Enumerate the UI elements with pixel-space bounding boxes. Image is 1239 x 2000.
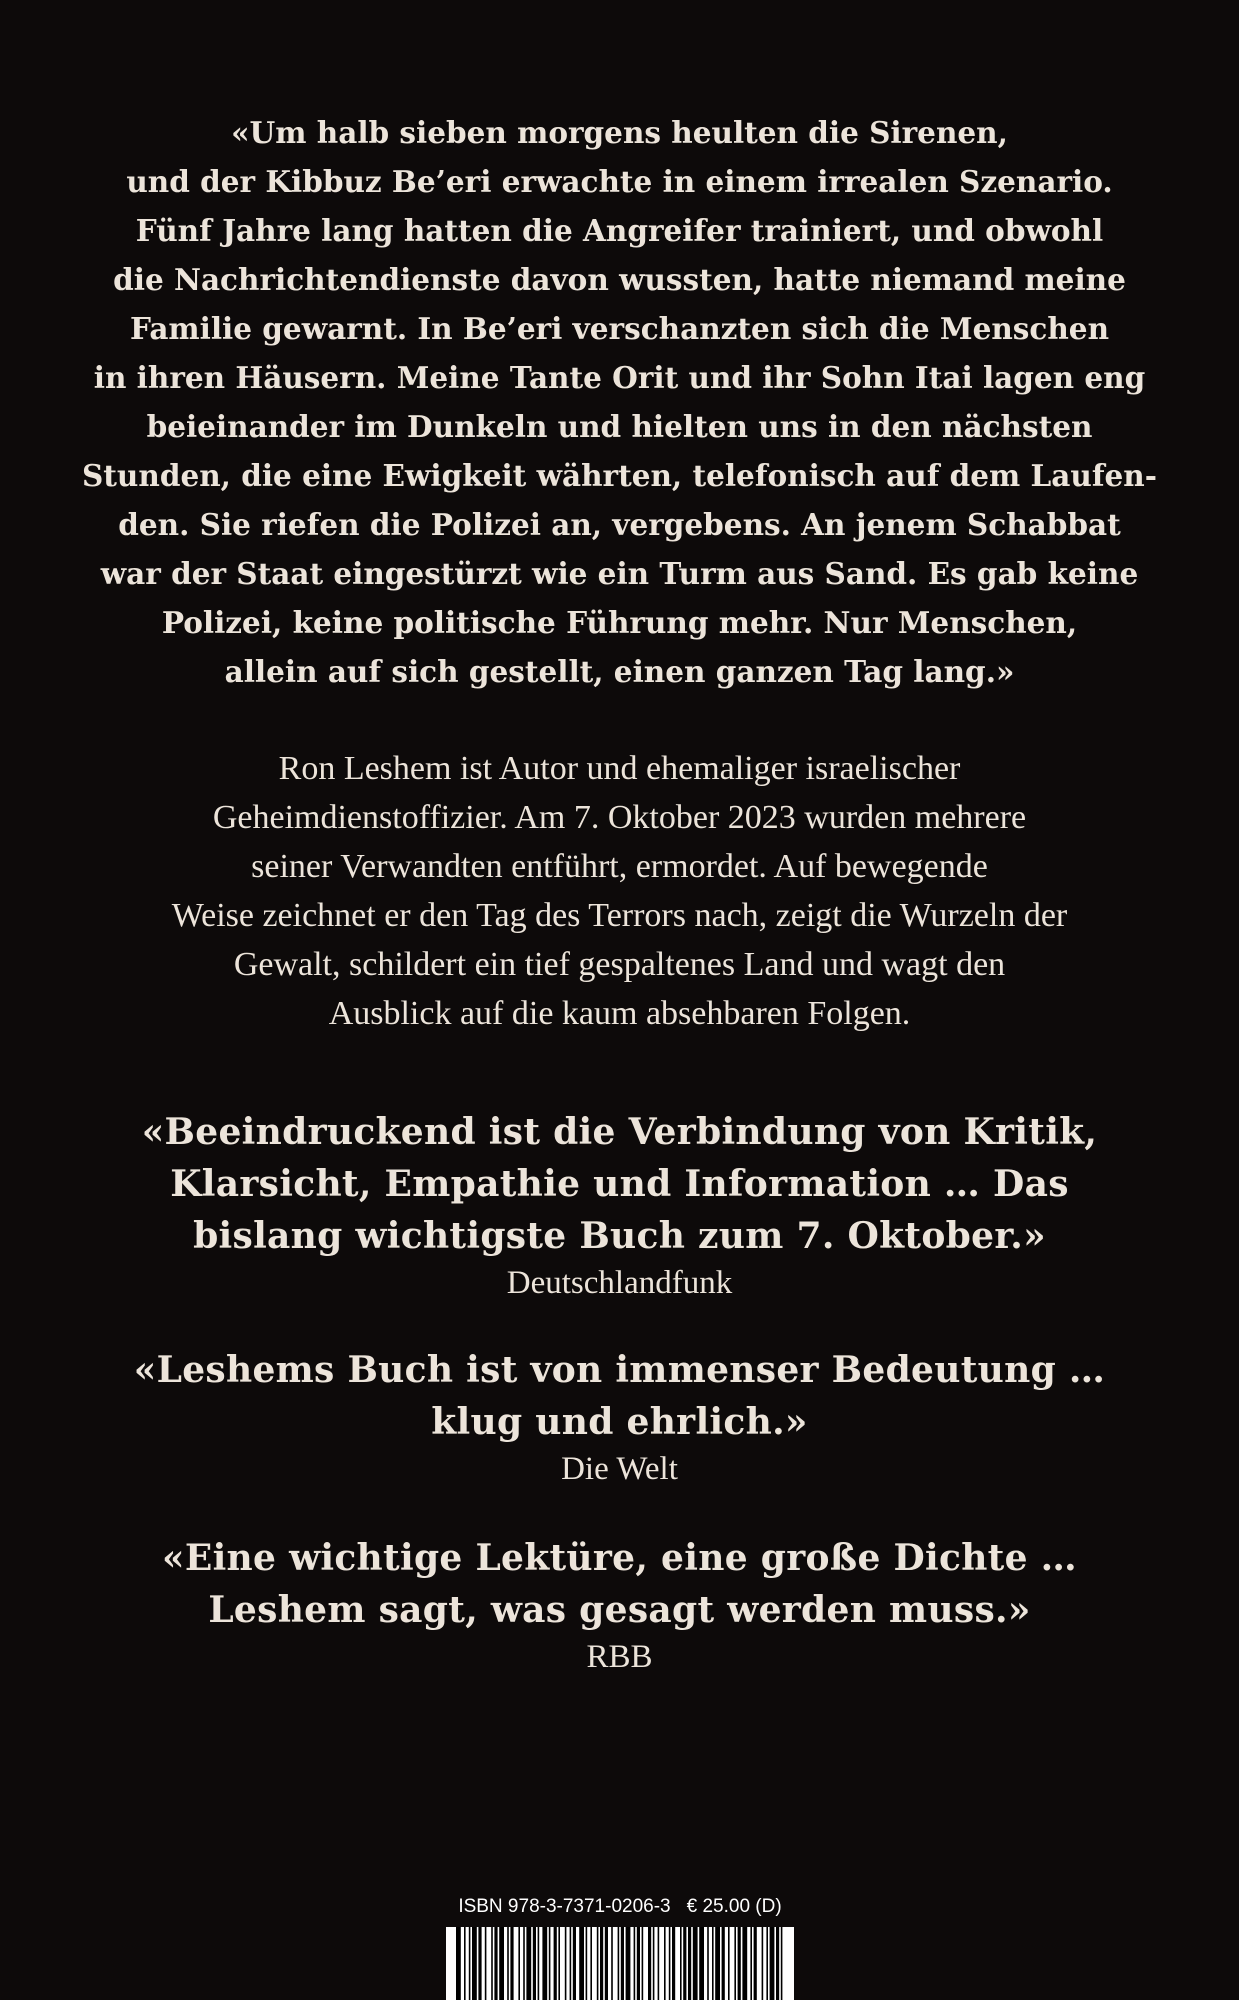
barcode-bar [510,1927,513,2000]
barcode-bar [762,1927,764,2000]
barcode-bar [518,1927,520,2000]
barcode-bar [776,1927,779,2000]
review-quote [60,1106,1179,1262]
excerpt-line: allein auf sich gestellt, einen ganzen Tag lang.» [224,654,1015,689]
excerpt-line: die Nachrichtendienste davon wussten, hatte niemand meine [113,262,1126,297]
price: € 25.00 (D) [686,1896,782,1917]
isbn-price-line [440,1896,800,1918]
barcode-bar [611,1927,613,2000]
book-excerpt [80,108,1159,696]
review-quote-line: «Eine wichtige Lektüre, eine große Dichte … [162,1537,1077,1579]
excerpt-line: Fünf Jahre lang hatten die Angreifer trainiert, und obwohl [135,213,1104,248]
barcode-bar [565,1927,567,2000]
barcode-bar [542,1927,547,2000]
barcode-bar [642,1927,644,2000]
review-quote-line: klug und ehrlich.» [431,1401,808,1443]
barcode-bar [456,1927,461,2000]
barcode-bar [507,1927,509,2000]
barcode [446,1927,794,2000]
barcode-bar [653,1927,655,2000]
barcode-bar [712,1927,714,2000]
review-quote-line: «Leshems Buch ist von immenser Bedeutung … [133,1349,1106,1391]
barcode-bar [469,1927,471,2000]
barcode-bar [734,1927,736,2000]
barcode-bar [533,1927,536,2000]
barcode-bar [742,1927,747,2000]
review-quote-line: bislang wichtigste Buch zum 7. Oktober.» [193,1215,1046,1257]
excerpt-line: und der Kibbuz Be’eri erwachte in einem irrealen Szenario. [126,164,1113,199]
barcode-bar [586,1927,588,2000]
barcode-bar [499,1927,504,2000]
barcode-bar [688,1927,691,2000]
bio-line: Ron Leshem ist Autor und ehemaliger israelischer [278,750,961,787]
barcode-bar [538,1927,540,2000]
barcode-bar [494,1927,497,2000]
barcode-graphic [446,1927,794,2000]
barcode-bar [699,1927,704,2000]
barcode-bar [570,1927,572,2000]
barcode-bar [672,1927,675,2000]
barcode-bar [728,1927,730,2000]
barcode-bar [558,1927,560,2000]
barcode-bar [600,1927,603,2000]
review-rbb [60,1532,1179,1678]
barcode-bar [683,1927,686,2000]
excerpt-line: den. Sie riefen die Polizei an, vergebens. An jenem Schabbat [118,507,1121,542]
barcode-bar [658,1927,660,2000]
barcode-bar [637,1927,640,2000]
barcode-bar [664,1927,666,2000]
barcode-bar [491,1927,493,2000]
barcode-bar [579,1927,584,2000]
review-quote-line: Klarsicht, Empathie und Information … Das [170,1163,1069,1205]
barcode-bar [707,1927,709,2000]
barcode-bar [464,1927,466,2000]
barcode-bar [618,1927,620,2000]
excerpt-line: Stunden, die eine Ewigkeit währten, telefonisch auf dem Laufen- [82,458,1157,493]
barcode-bar [770,1927,775,2000]
barcode-bar [485,1927,487,2000]
barcode-bar [715,1927,720,2000]
excerpt-line: Polizei, keine politische Führung mehr. Nur Menschen, [161,605,1078,640]
barcode-bar [738,1927,741,2000]
barcode-bar [750,1927,752,2000]
excerpt-line: war der Staat eingestürzt wie ein Turm aus Sand. Es gab keine [100,556,1139,591]
barcode-bar [693,1927,698,2000]
excerpt-line: Familie gewarnt. In Be’eri verschanzten sich die Menschen [129,311,1110,346]
bio-line: Gewalt, schildert ein tief gespaltenes Land und wagt den [233,946,1006,983]
barcode-bar [634,1927,636,2000]
barcode-bar [621,1927,624,2000]
barcode-bar [781,1927,783,2000]
barcode-bar [523,1927,525,2000]
barcode-bar [680,1927,682,2000]
author-bio [80,744,1159,1038]
review-source: RBB [586,1639,653,1675]
barcode-bar [549,1927,551,2000]
barcode-bar [526,1927,531,2000]
excerpt-line: beieinander im Dunkeln und hielten uns in den nächsten [146,409,1093,444]
review-source: Die Welt [561,1451,678,1487]
barcode-bar [766,1927,768,2000]
barcode-bar [597,1927,599,2000]
review-quote-line: «Beeindruckend ist die Verbindung von Kritik, [141,1111,1098,1153]
barcode-bar [626,1927,631,2000]
bio-line: Geheimdienstoffizier. Am 7. Oktober 2023 wurden mehrere [212,799,1027,836]
barcode-bar [472,1927,477,2000]
review-quote [60,1532,1179,1636]
excerpt-line: «Um halb sieben morgens heulten die Sirenen, [231,115,1008,150]
bio-line: Weise zeichnet er den Tag des Terrors nach, zeigt die Wurzeln der [171,897,1068,934]
review-die-welt [60,1344,1179,1490]
review-deutschlandfunk [60,1106,1179,1304]
barcode-bar [573,1927,576,2000]
review-source: Deutschlandfunk [506,1265,733,1301]
bio-line: seiner Verwandten entführt, ermordet. Auf bewegende [251,848,988,885]
bio-line: Ausblick auf die kaum absehbaren Folgen. [328,995,911,1032]
barcode-bar [648,1927,651,2000]
barcode-bar [722,1927,725,2000]
barcode-bar [590,1927,592,2000]
isbn-number: ISBN 978-3-7371-0206-3 [458,1896,671,1917]
barcode-bar [605,1927,608,2000]
barcode-bar [478,1927,481,2000]
barcode-bar [669,1927,671,2000]
barcode-bar [554,1927,557,2000]
barcode-bar [754,1927,757,2000]
review-quote [60,1344,1179,1448]
excerpt-line: in ihren Häusern. Meine Tante Orit und ihr Sohn Itai lagen eng [93,360,1146,395]
review-quote-line: Leshem sagt, was gesagt werden muss.» [208,1589,1031,1631]
